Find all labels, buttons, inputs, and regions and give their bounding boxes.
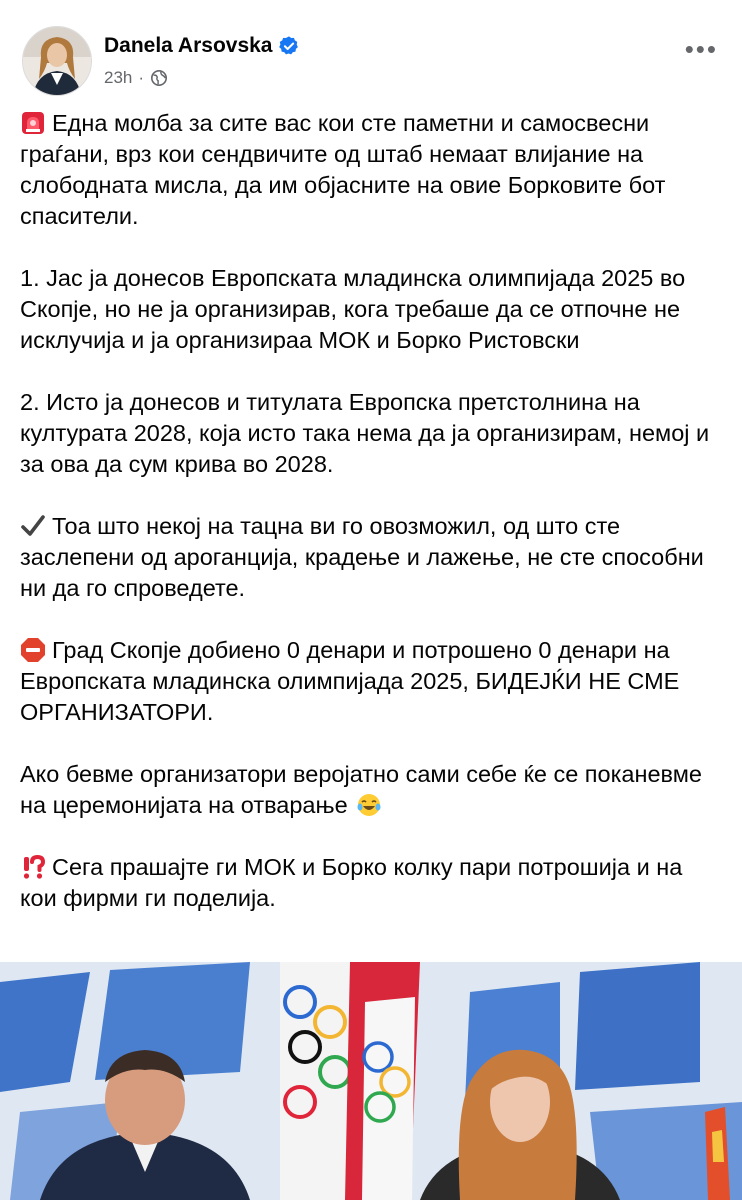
paragraph-organizers xyxy=(20,759,724,821)
tears-of-joy-emoji-icon xyxy=(356,792,382,818)
paragraph-point-1 xyxy=(20,263,724,356)
paragraph-text: Сега прашајте ги МОК и Борко колку пари потрошија и на кои фирми ги поделија. xyxy=(20,854,683,911)
avatar[interactable] xyxy=(22,26,92,96)
more-options-button[interactable]: ••• xyxy=(684,34,718,64)
avatar-photo xyxy=(23,27,91,95)
paragraph-question xyxy=(20,852,724,914)
post-photo[interactable] xyxy=(0,962,742,1200)
author-name[interactable] xyxy=(104,34,300,58)
paragraph-text: 2. Исто ја донесов и титулата Европска претстолнина на културата 2028, која исто така нема да ја организирам, немој и за ова да сум крива во 2028. xyxy=(20,389,710,477)
post-meta xyxy=(104,68,168,88)
paragraph-text: Град Скопје добиено 0 денари и потрошено 0 денари на Европската младинска олимпијада 2025, БИДЕЈЌИ НЕ СМЕ ОРГАНИЗАТОРИ. xyxy=(20,637,680,725)
meta-separator: · xyxy=(138,68,145,87)
paragraph-text: Тоа што некој на тацна ви го овозможил, од што сте заслепени од ароганција, крадење и лажење, не сте способни ни да го спроведете. xyxy=(20,513,704,601)
paragraph-text: Ако бевме организатори веројатно сами себе ќе се поканевме на церемонијата на отварање xyxy=(20,761,702,818)
paragraph-stop xyxy=(20,635,724,728)
stop-sign-emoji-icon xyxy=(20,637,46,663)
check-mark-emoji-icon xyxy=(20,513,46,539)
press-conference-photo xyxy=(0,962,742,1200)
author-name-text[interactable]: Danela Arsovska xyxy=(104,34,273,57)
paragraph-point-2 xyxy=(20,387,724,480)
verified-badge-icon xyxy=(278,35,300,57)
post-body xyxy=(20,108,724,914)
globe-icon[interactable] xyxy=(150,69,168,87)
paragraph-text: Една молба за сите вас кои сте паметни и самосвесни граѓани, врз кои сендвичите од штаб немаат влијание на слободната мисла, да им објасните на овие Борковите бот спасители. xyxy=(20,110,666,229)
siren-emoji-icon xyxy=(20,110,46,136)
paragraph-intro xyxy=(20,108,724,232)
timestamp[interactable]: 23h xyxy=(104,68,133,87)
paragraph-text: 1. Јас ја донесов Европската младинска олимпијада 2025 во Скопје, но не ја организирав, кога требаше да се отпочне не исклучија и ја организираа МОК и Борко Ристовски xyxy=(20,265,686,353)
post-header xyxy=(0,0,742,100)
paragraph-check xyxy=(20,511,724,604)
exclamation-question-emoji-icon xyxy=(20,854,46,880)
